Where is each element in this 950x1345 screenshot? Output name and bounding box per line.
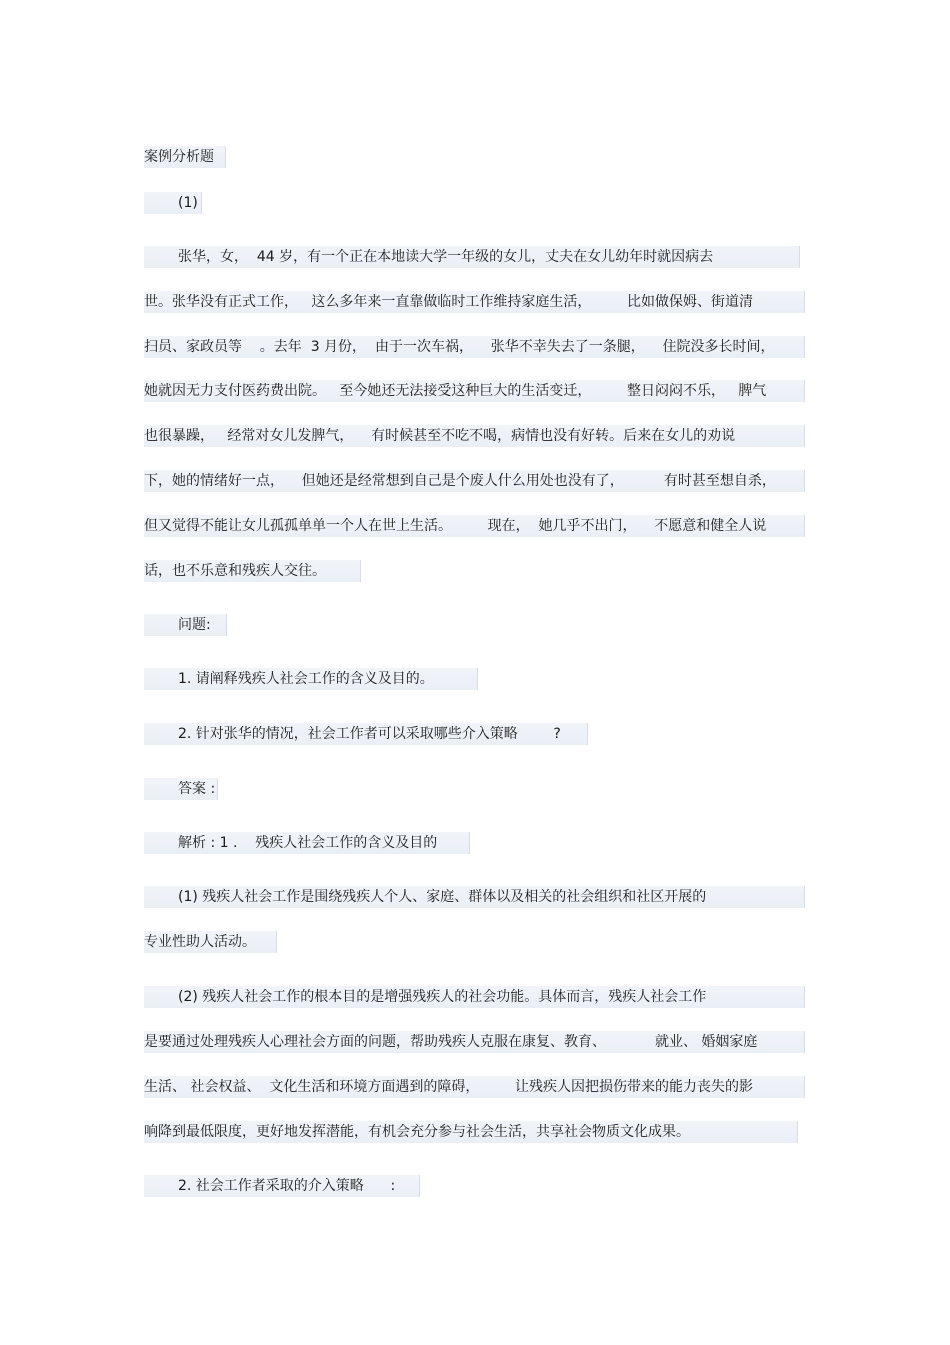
doc-title: 案例分析题 [144, 146, 226, 168]
case-paragraph-line: 话，也不乐意和残疾人交往。 [144, 560, 361, 582]
case-paragraph-line: 张华，女， 44 岁，有一个正在本地读大学一年级的女儿，丈夫在女儿幼年时就因病去 [144, 246, 800, 268]
analysis-point-1-line: 专业性助人活动。 [144, 931, 277, 953]
questions-label: 问题: [144, 614, 227, 636]
question-1: 1. 请阐释残疾人社会工作的含义及目的。 [144, 668, 478, 690]
analysis-point-2-line: 生活、 社会权益、 文化生活和环境方面遇到的障碍， 让残疾人因把损伤带来的能力丧失的影 [144, 1076, 805, 1098]
answer-label: 答案 : [144, 778, 218, 800]
case-paragraph-line: 她就因无力支付医药费出院。 至今她还无法接受这种巨大的生活变迁， 整日闷闷不乐， 脾气 [144, 380, 805, 402]
case-paragraph-line: 但又觉得不能让女儿孤孤单单一个人在世上生活。 现在， 她几乎不出门， 不愿意和健全人说 [144, 515, 805, 537]
analysis-point-2-line: (2) 残疾人社会工作的根本目的是增强残疾人的社会功能。具体而言，残疾人社会工作 [144, 986, 805, 1008]
case-number: (1) [144, 192, 202, 214]
question-2: 2. 针对张华的情况，社会工作者可以采取哪些介入策略 ? [144, 723, 588, 745]
analysis-heading: 解析 : 1 . 残疾人社会工作的含义及目的 [144, 832, 470, 854]
case-paragraph-line: 扫员、家政员等 。去年 3 月份， 由于一次车祸， 张华不幸失去了一条腿， 住院没多长时间， [144, 336, 805, 358]
analysis-point-2-line: 响降到最低限度，更好地发挥潜能，有机会充分参与社会生活，共享社会物质文化成果。 [144, 1121, 798, 1143]
analysis-point-2-line: 是要通过处理残疾人心理社会方面的问题，帮助残疾人克服在康复、教育、 就业、 婚姻家庭 [144, 1031, 805, 1053]
analysis-point-1-line: (1) 残疾人社会工作是围绕残疾人个人、家庭、群体以及相关的社会组织和社区开展的 [144, 886, 805, 908]
case-paragraph-line: 下，她的情绪好一点， 但她还是经常想到自己是个废人什么用处也没有了， 有时甚至想自杀， [144, 470, 805, 492]
case-paragraph-line: 世。张华没有正式工作， 这么多年来一直靠做临时工作维持家庭生活， 比如做保姆、街道清 [144, 291, 805, 313]
case-paragraph-line: 也很暴躁， 经常对女儿发脾气， 有时候甚至不吃不喝，病情也没有好转。后来在女儿的劝说 [144, 425, 805, 447]
strategy-heading: 2. 社会工作者采取的介入策略 : [144, 1175, 420, 1197]
